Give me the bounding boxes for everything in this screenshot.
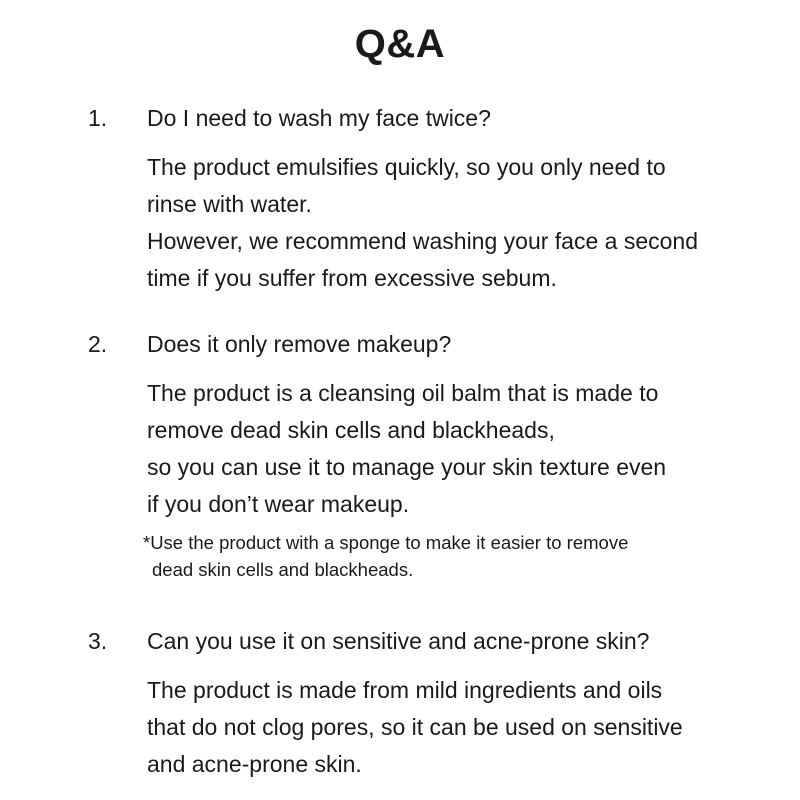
qa-item-3-question: Can you use it on sensitive and acne-prone skin? [147, 628, 650, 654]
answer-line: The product emulsifies quickly, so you only need to [147, 154, 666, 180]
qa-item-1-number: 1. [88, 105, 108, 131]
page-title: Q&A [354, 22, 446, 66]
footnote-line: *Use the product with a sponge to make it easier to remove [143, 532, 629, 553]
answer-line: The product is made from mild ingredients and oils [147, 677, 663, 703]
qa-item-1 [0, 104, 800, 297]
qa-item-3-answer [147, 672, 800, 783]
qa-item-1-question: Do I need to wash my face twice? [147, 105, 491, 131]
qa-item-3 [0, 627, 800, 783]
answer-line: time if you suffer from excessive sebum. [147, 265, 557, 291]
qa-item-2-question: Does it only remove makeup? [147, 331, 452, 357]
qa-item-2 [0, 330, 800, 583]
answer-line: that do not clog pores, so it can be used on sensitive [147, 714, 683, 740]
answer-line: The product is a cleansing oil balm that is made to [147, 380, 659, 406]
answer-line: if you don’t wear makeup. [147, 491, 410, 517]
answer-line: However, we recommend washing your face a second [147, 228, 699, 254]
qa-item-2-number: 2. [88, 331, 108, 357]
qa-item-1-answer [147, 149, 800, 297]
answer-line: remove dead skin cells and blackheads, [147, 417, 555, 443]
answer-line: and acne-prone skin. [147, 751, 362, 777]
qa-item-3-number: 3. [88, 628, 108, 654]
answer-line: rinse with water. [147, 191, 312, 217]
qa-item-2-footnote [143, 529, 800, 583]
qa-item-2-answer [147, 375, 800, 523]
qa-list [0, 104, 800, 783]
answer-line: so you can use it to manage your skin texture even [147, 454, 667, 480]
footnote-line: dead skin cells and blackheads. [152, 559, 414, 580]
